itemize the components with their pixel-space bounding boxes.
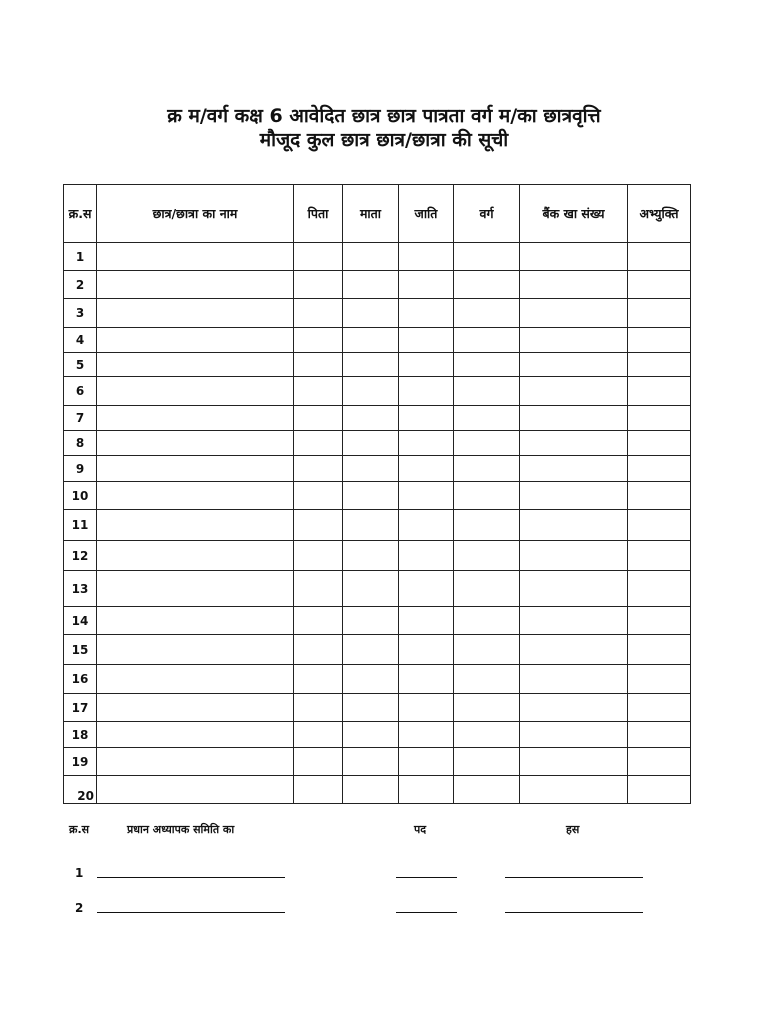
bank-account-cell	[520, 635, 628, 665]
student-name-cell	[97, 748, 294, 776]
father-cell	[294, 353, 343, 377]
header-remarks: अभ्युक्ति	[628, 185, 691, 243]
signature-row-number: 1	[75, 866, 84, 880]
row-serial-number: 1	[64, 243, 97, 271]
mother-cell	[343, 748, 399, 776]
bank-account-cell	[520, 482, 628, 510]
remarks-cell	[628, 748, 691, 776]
student-name-cell	[97, 482, 294, 510]
mother-cell	[343, 482, 399, 510]
bank-account-cell	[520, 377, 628, 406]
category-cell	[454, 406, 520, 431]
caste-cell	[399, 271, 454, 299]
row-serial-number: 17	[64, 694, 97, 722]
father-cell	[294, 482, 343, 510]
row-serial-number: 16	[64, 665, 97, 694]
student-name-cell	[97, 243, 294, 271]
remarks-cell	[628, 541, 691, 571]
mother-cell	[343, 510, 399, 541]
caste-cell	[399, 694, 454, 722]
mother-cell	[343, 328, 399, 353]
category-cell	[454, 541, 520, 571]
table-row	[64, 665, 691, 694]
bank-account-cell	[520, 665, 628, 694]
bank-account-cell	[520, 694, 628, 722]
category-cell	[454, 607, 520, 635]
mother-cell	[343, 541, 399, 571]
mother-cell	[343, 776, 399, 804]
category-cell	[454, 776, 520, 804]
row-serial-number: 2	[64, 271, 97, 299]
student-list-table	[63, 184, 691, 804]
student-name-cell	[97, 299, 294, 328]
signature-name-line	[97, 877, 285, 878]
caste-cell	[399, 510, 454, 541]
header-serial-number: क्र.स	[64, 185, 97, 243]
father-cell	[294, 431, 343, 456]
row-serial-number: 11	[64, 510, 97, 541]
caste-cell	[399, 431, 454, 456]
mother-cell	[343, 299, 399, 328]
remarks-cell	[628, 299, 691, 328]
row-serial-number: 20	[64, 776, 97, 804]
father-cell	[294, 510, 343, 541]
category-cell	[454, 635, 520, 665]
father-cell	[294, 328, 343, 353]
caste-cell	[399, 722, 454, 748]
mother-cell	[343, 722, 399, 748]
remarks-cell	[628, 482, 691, 510]
father-cell	[294, 377, 343, 406]
category-cell	[454, 571, 520, 607]
category-cell	[454, 353, 520, 377]
father-cell	[294, 607, 343, 635]
remarks-cell	[628, 510, 691, 541]
student-name-cell	[97, 571, 294, 607]
signature-post-line	[396, 912, 457, 913]
category-cell	[454, 431, 520, 456]
caste-cell	[399, 665, 454, 694]
mother-cell	[343, 694, 399, 722]
student-name-cell	[97, 635, 294, 665]
caste-cell	[399, 748, 454, 776]
student-name-cell	[97, 510, 294, 541]
signature-sign-line	[505, 912, 643, 913]
table-row	[64, 353, 691, 377]
table-row	[64, 328, 691, 353]
father-cell	[294, 635, 343, 665]
student-name-cell	[97, 271, 294, 299]
remarks-cell	[628, 406, 691, 431]
table-row	[64, 776, 691, 804]
table-header-row	[64, 185, 691, 243]
bank-account-cell	[520, 510, 628, 541]
signature-sign-line	[505, 877, 643, 878]
student-name-cell	[97, 776, 294, 804]
caste-cell	[399, 328, 454, 353]
caste-cell	[399, 541, 454, 571]
father-cell	[294, 299, 343, 328]
table-row	[64, 271, 691, 299]
table-row	[64, 722, 691, 748]
bank-account-cell	[520, 328, 628, 353]
caste-cell	[399, 571, 454, 607]
father-cell	[294, 748, 343, 776]
row-serial-number: 4	[64, 328, 97, 353]
category-cell	[454, 271, 520, 299]
table-row	[64, 243, 691, 271]
caste-cell	[399, 299, 454, 328]
row-serial-number: 10	[64, 482, 97, 510]
bank-account-cell	[520, 353, 628, 377]
father-cell	[294, 776, 343, 804]
remarks-cell	[628, 431, 691, 456]
mother-cell	[343, 271, 399, 299]
table-row	[64, 482, 691, 510]
remarks-cell	[628, 243, 691, 271]
bank-account-cell	[520, 271, 628, 299]
bank-account-cell	[520, 607, 628, 635]
bank-account-cell	[520, 299, 628, 328]
header-mother: माता	[343, 185, 399, 243]
category-cell	[454, 377, 520, 406]
category-cell	[454, 665, 520, 694]
student-name-cell	[97, 377, 294, 406]
remarks-cell	[628, 776, 691, 804]
table-row	[64, 510, 691, 541]
student-name-cell	[97, 456, 294, 482]
category-cell	[454, 243, 520, 271]
mother-cell	[343, 353, 399, 377]
mother-cell	[343, 243, 399, 271]
document-title-line-2: मौजूद कुल छात्र छात्र/छात्रा की सूची	[259, 129, 509, 151]
remarks-cell	[628, 377, 691, 406]
category-cell	[454, 456, 520, 482]
remarks-cell	[628, 635, 691, 665]
remarks-cell	[628, 271, 691, 299]
bank-account-cell	[520, 541, 628, 571]
signature-header-sign: हस	[566, 823, 580, 836]
signature-row-number: 2	[75, 901, 84, 915]
table-row	[64, 571, 691, 607]
row-serial-number: 19	[64, 748, 97, 776]
father-cell	[294, 722, 343, 748]
row-serial-number: 12	[64, 541, 97, 571]
remarks-cell	[628, 571, 691, 607]
mother-cell	[343, 406, 399, 431]
student-name-cell	[97, 665, 294, 694]
category-cell	[454, 299, 520, 328]
bank-account-cell	[520, 431, 628, 456]
row-serial-number: 7	[64, 406, 97, 431]
row-serial-number: 5	[64, 353, 97, 377]
row-serial-number: 18	[64, 722, 97, 748]
student-name-cell	[97, 694, 294, 722]
category-cell	[454, 328, 520, 353]
mother-cell	[343, 431, 399, 456]
father-cell	[294, 456, 343, 482]
header-category: वर्ग	[454, 185, 520, 243]
remarks-cell	[628, 328, 691, 353]
remarks-cell	[628, 456, 691, 482]
bank-account-cell	[520, 776, 628, 804]
signature-post-line	[396, 877, 457, 878]
remarks-cell	[628, 722, 691, 748]
header-bank-account-number: बैंक खा संख्य	[520, 185, 628, 243]
table-row	[64, 456, 691, 482]
mother-cell	[343, 607, 399, 635]
table-row	[64, 541, 691, 571]
caste-cell	[399, 377, 454, 406]
row-serial-number: 6	[64, 377, 97, 406]
student-name-cell	[97, 722, 294, 748]
header-father: पिता	[294, 185, 343, 243]
mother-cell	[343, 377, 399, 406]
bank-account-cell	[520, 406, 628, 431]
header-caste: जाति	[399, 185, 454, 243]
mother-cell	[343, 571, 399, 607]
caste-cell	[399, 635, 454, 665]
row-serial-number: 14	[64, 607, 97, 635]
signature-header-serial-number: क्र.स	[69, 823, 90, 836]
remarks-cell	[628, 694, 691, 722]
bank-account-cell	[520, 243, 628, 271]
caste-cell	[399, 353, 454, 377]
student-name-cell	[97, 431, 294, 456]
category-cell	[454, 722, 520, 748]
row-serial-number: 15	[64, 635, 97, 665]
student-name-cell	[97, 406, 294, 431]
father-cell	[294, 541, 343, 571]
caste-cell	[399, 482, 454, 510]
table-row	[64, 607, 691, 635]
header-student-name: छात्र/छात्रा का नाम	[97, 185, 294, 243]
caste-cell	[399, 456, 454, 482]
document-title-line-1: क्र म/वर्ग कक्ष 6 आवेदित छात्र छात्र पात्रता वर्ग म/का छात्रवृत्ति	[167, 105, 601, 127]
row-serial-number: 13	[64, 571, 97, 607]
table-row	[64, 406, 691, 431]
caste-cell	[399, 776, 454, 804]
father-cell	[294, 271, 343, 299]
row-serial-number: 9	[64, 456, 97, 482]
signature-header-committee-name: प्रधान अध्यापक समिति का	[127, 823, 235, 836]
mother-cell	[343, 456, 399, 482]
father-cell	[294, 694, 343, 722]
bank-account-cell	[520, 722, 628, 748]
table-row	[64, 299, 691, 328]
bank-account-cell	[520, 456, 628, 482]
table-row	[64, 635, 691, 665]
father-cell	[294, 243, 343, 271]
remarks-cell	[628, 353, 691, 377]
signature-name-line	[97, 912, 285, 913]
table-row	[64, 748, 691, 776]
table-row	[64, 694, 691, 722]
row-serial-number: 3	[64, 299, 97, 328]
category-cell	[454, 748, 520, 776]
student-name-cell	[97, 607, 294, 635]
row-serial-number: 8	[64, 431, 97, 456]
caste-cell	[399, 243, 454, 271]
mother-cell	[343, 635, 399, 665]
remarks-cell	[628, 665, 691, 694]
bank-account-cell	[520, 748, 628, 776]
category-cell	[454, 510, 520, 541]
caste-cell	[399, 406, 454, 431]
signature-header-post: पद	[414, 823, 427, 836]
category-cell	[454, 694, 520, 722]
table-row	[64, 377, 691, 406]
mother-cell	[343, 665, 399, 694]
remarks-cell	[628, 607, 691, 635]
student-name-cell	[97, 328, 294, 353]
caste-cell	[399, 607, 454, 635]
father-cell	[294, 665, 343, 694]
father-cell	[294, 571, 343, 607]
father-cell	[294, 406, 343, 431]
bank-account-cell	[520, 571, 628, 607]
student-name-cell	[97, 541, 294, 571]
student-name-cell	[97, 353, 294, 377]
category-cell	[454, 482, 520, 510]
table-row	[64, 431, 691, 456]
